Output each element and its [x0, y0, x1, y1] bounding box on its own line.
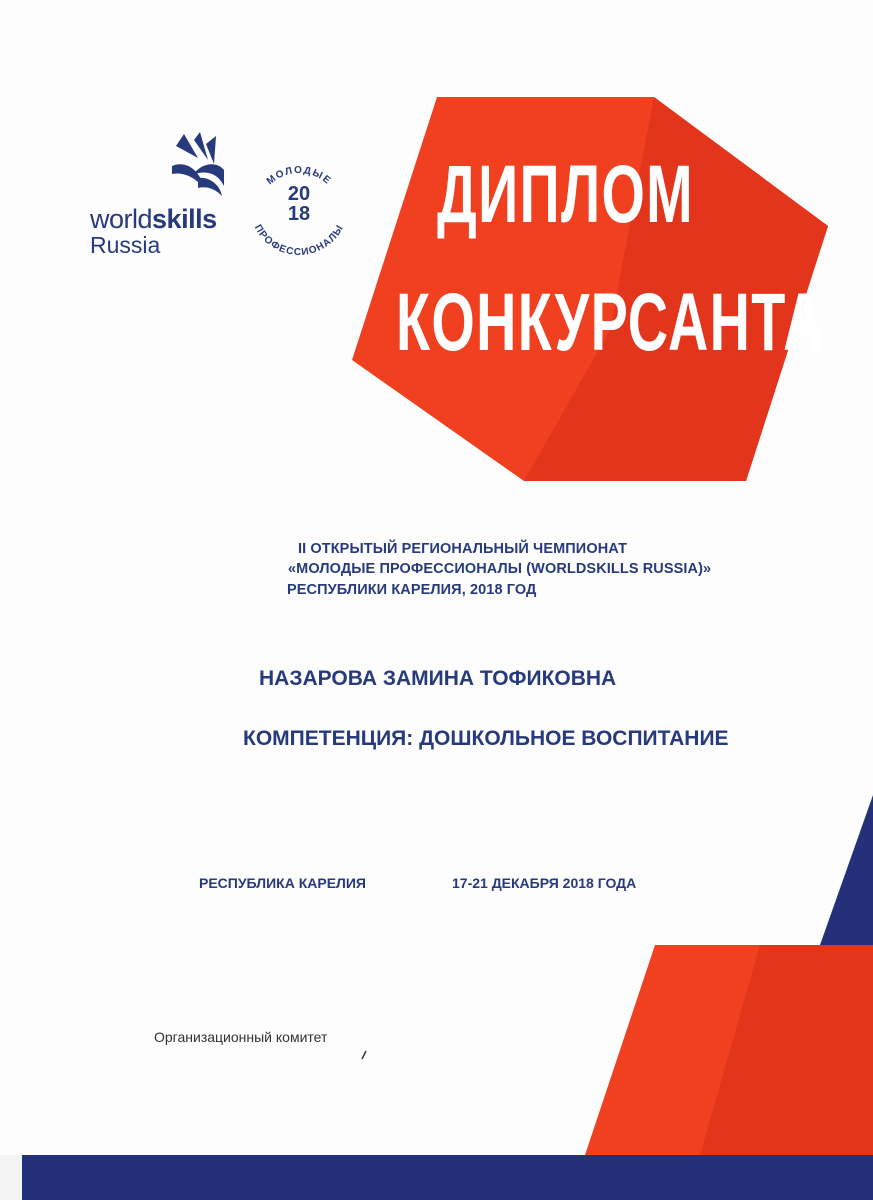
worldskills-country: Russia [90, 232, 161, 258]
championship-line3: РЕСПУБЛИКИ КАРЕЛИЯ, 2018 ГОД [287, 582, 537, 598]
logo-year-top: 20 [287, 183, 311, 205]
participant-name: НАЗАРОВА ЗАМИНА ТОФИКОВНА [259, 667, 617, 690]
diploma-title-line1: ДИПЛОМ [437, 149, 694, 240]
worldskills-logo [90, 130, 240, 260]
logo-arc-top-text: МОЛОДЫЕ [264, 164, 334, 188]
bottom-navy-band [0, 1155, 873, 1200]
logo-arc-bottom-text: ПРОФЕССИОНАЛЫ [251, 222, 347, 259]
worldskills-star-icon [164, 130, 234, 202]
worldskills-wordmark: worldskills [90, 204, 217, 234]
diploma-title-line2: КОНКУРСАНТА [396, 277, 825, 368]
pen-mark [360, 1050, 368, 1060]
event-dates: 17-21 ДЕКАБРЯ 2018 ГОДА [452, 875, 637, 891]
bottom-paper-edge [0, 1155, 22, 1200]
championship-line1: II ОТКРЫТЫЙ РЕГИОНАЛЬНЫЙ ЧЕМПИОНАТ [298, 541, 628, 557]
young-professionals-logo [240, 148, 358, 266]
region-label: РЕСПУБЛИКА КАРЕЛИЯ [199, 875, 366, 891]
organizing-committee-label: Организационный комитет [154, 1029, 328, 1045]
participant-competence: КОМПЕТЕНЦИЯ: ДОШКОЛЬНОЕ ВОСПИТАНИЕ [243, 727, 729, 750]
logo-year-bottom: 18 [287, 203, 311, 225]
championship-line2: «МОЛОДЫЕ ПРОФЕССИОНАЛЫ (WORLDSKILLS RUSSIA)» [288, 561, 712, 577]
